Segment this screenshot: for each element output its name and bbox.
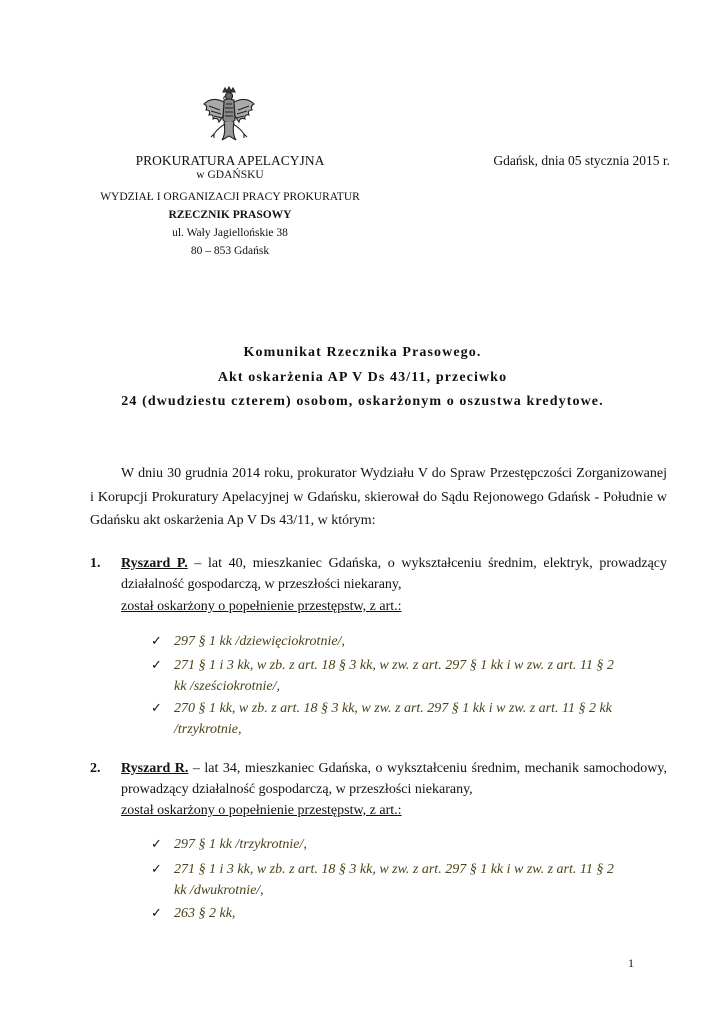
defendant-name: Ryszard R. (121, 761, 189, 776)
charge-text: 263 § 2 kk, (174, 906, 236, 921)
department-line2: RZECZNIK PRASOWY (168, 209, 292, 221)
checkmark-icon: ✓ (151, 837, 162, 852)
list-item (90, 553, 667, 595)
checkmark-icon: ✓ (151, 701, 162, 716)
charge-item (151, 631, 621, 652)
polish-eagle-emblem-icon (200, 86, 258, 150)
charge-item (151, 655, 621, 697)
charge-item (151, 859, 621, 901)
charge-item (151, 834, 621, 855)
organization-line2: w GDAŃSKU (196, 169, 264, 181)
checkmark-icon: ✓ (151, 658, 162, 673)
charge-text: 297 § 1 kk /trzykrotnie/, (174, 837, 307, 852)
item-number: 1. (90, 556, 101, 571)
charged-label: został oskarżony o popełnienie przestępstw, z art.: (121, 599, 402, 614)
intro-paragraph: W dniu 30 grudnia 2014 roku, prokurator Wydziału V do Spraw Przestępczości Zorganizowanej i Korupcji Prokuratury Apelacyjnej w Gdańsku, skierował do Sądu Rejonowego Gdańsk - Południe w Gdańsku akt oskarżenia Ap V Ds 43/11, w którym: (90, 466, 667, 528)
charged-label: został oskarżony o popełnienie przestępstw, z art.: (121, 803, 402, 818)
checkmark-icon: ✓ (151, 862, 162, 877)
department-block (78, 188, 382, 260)
charge-text: 271 § 1 i 3 kk, w zb. z art. 18 § 3 kk, w zw. z art. 297 § 1 kk i w zw. z art. 11 § 2 kk /dwukrotnie/, (174, 862, 614, 898)
document-title (60, 341, 665, 415)
page-number: 1 (628, 956, 634, 970)
title-line2: Akt oskarżenia AP V Ds 43/11, przeciwko (217, 369, 508, 385)
department-line1: WYDZIAŁ I ORGANIZACJI PRACY PROKURATUR (100, 191, 360, 203)
charge-item (151, 698, 621, 740)
defendant-description: – lat 34, mieszkaniec Gdańska, o wykształceniu średnim, mechanik samochodowy, prowadzący działalność gospodarczą, w przeszłości niekarany, (121, 761, 668, 797)
address-line2: 80 – 853 Gdańsk (190, 245, 270, 257)
defendant-name: Ryszard P. (121, 556, 188, 571)
charge-text: 270 § 1 kk, w zb. z art. 18 § 3 kk, w zw. z art. 297 § 1 kk i w zw. z art. 11 § 2 kk /trzykrotnie, (174, 701, 612, 737)
title-line3: 24 (dwudziestu czterem) osobom, oskarżonym o oszustwa kredytowe. (121, 394, 604, 409)
item-number: 2. (90, 761, 101, 776)
charge-item (151, 903, 621, 924)
organization-line1: PROKURATURA APELACYJNA (135, 153, 325, 168)
checkmark-icon: ✓ (151, 634, 162, 649)
charge-text: 271 § 1 i 3 kk, w zb. z art. 18 § 3 kk, w zw. z art. 297 § 1 kk i w zw. z art. 11 § 2 kk /sześciokrotnie/, (174, 658, 614, 694)
charge-text: 297 § 1 kk /dziewięciokrotnie/, (174, 634, 345, 649)
list-item (90, 758, 667, 800)
title-line1: Komunikat Rzecznika Prasowego. (243, 345, 482, 360)
checkmark-icon: ✓ (151, 906, 162, 921)
document-date: Gdańsk, dnia 05 stycznia 2015 r. (493, 153, 670, 168)
address-line1: ul. Wały Jagiellońskie 38 (172, 227, 288, 239)
defendant-description: – lat 40, mieszkaniec Gdańska, o wykształceniu średnim, elektryk, prowadzący działalność gospodarczą, w przeszłości niekarany, (121, 556, 668, 592)
organization-name (122, 153, 338, 183)
